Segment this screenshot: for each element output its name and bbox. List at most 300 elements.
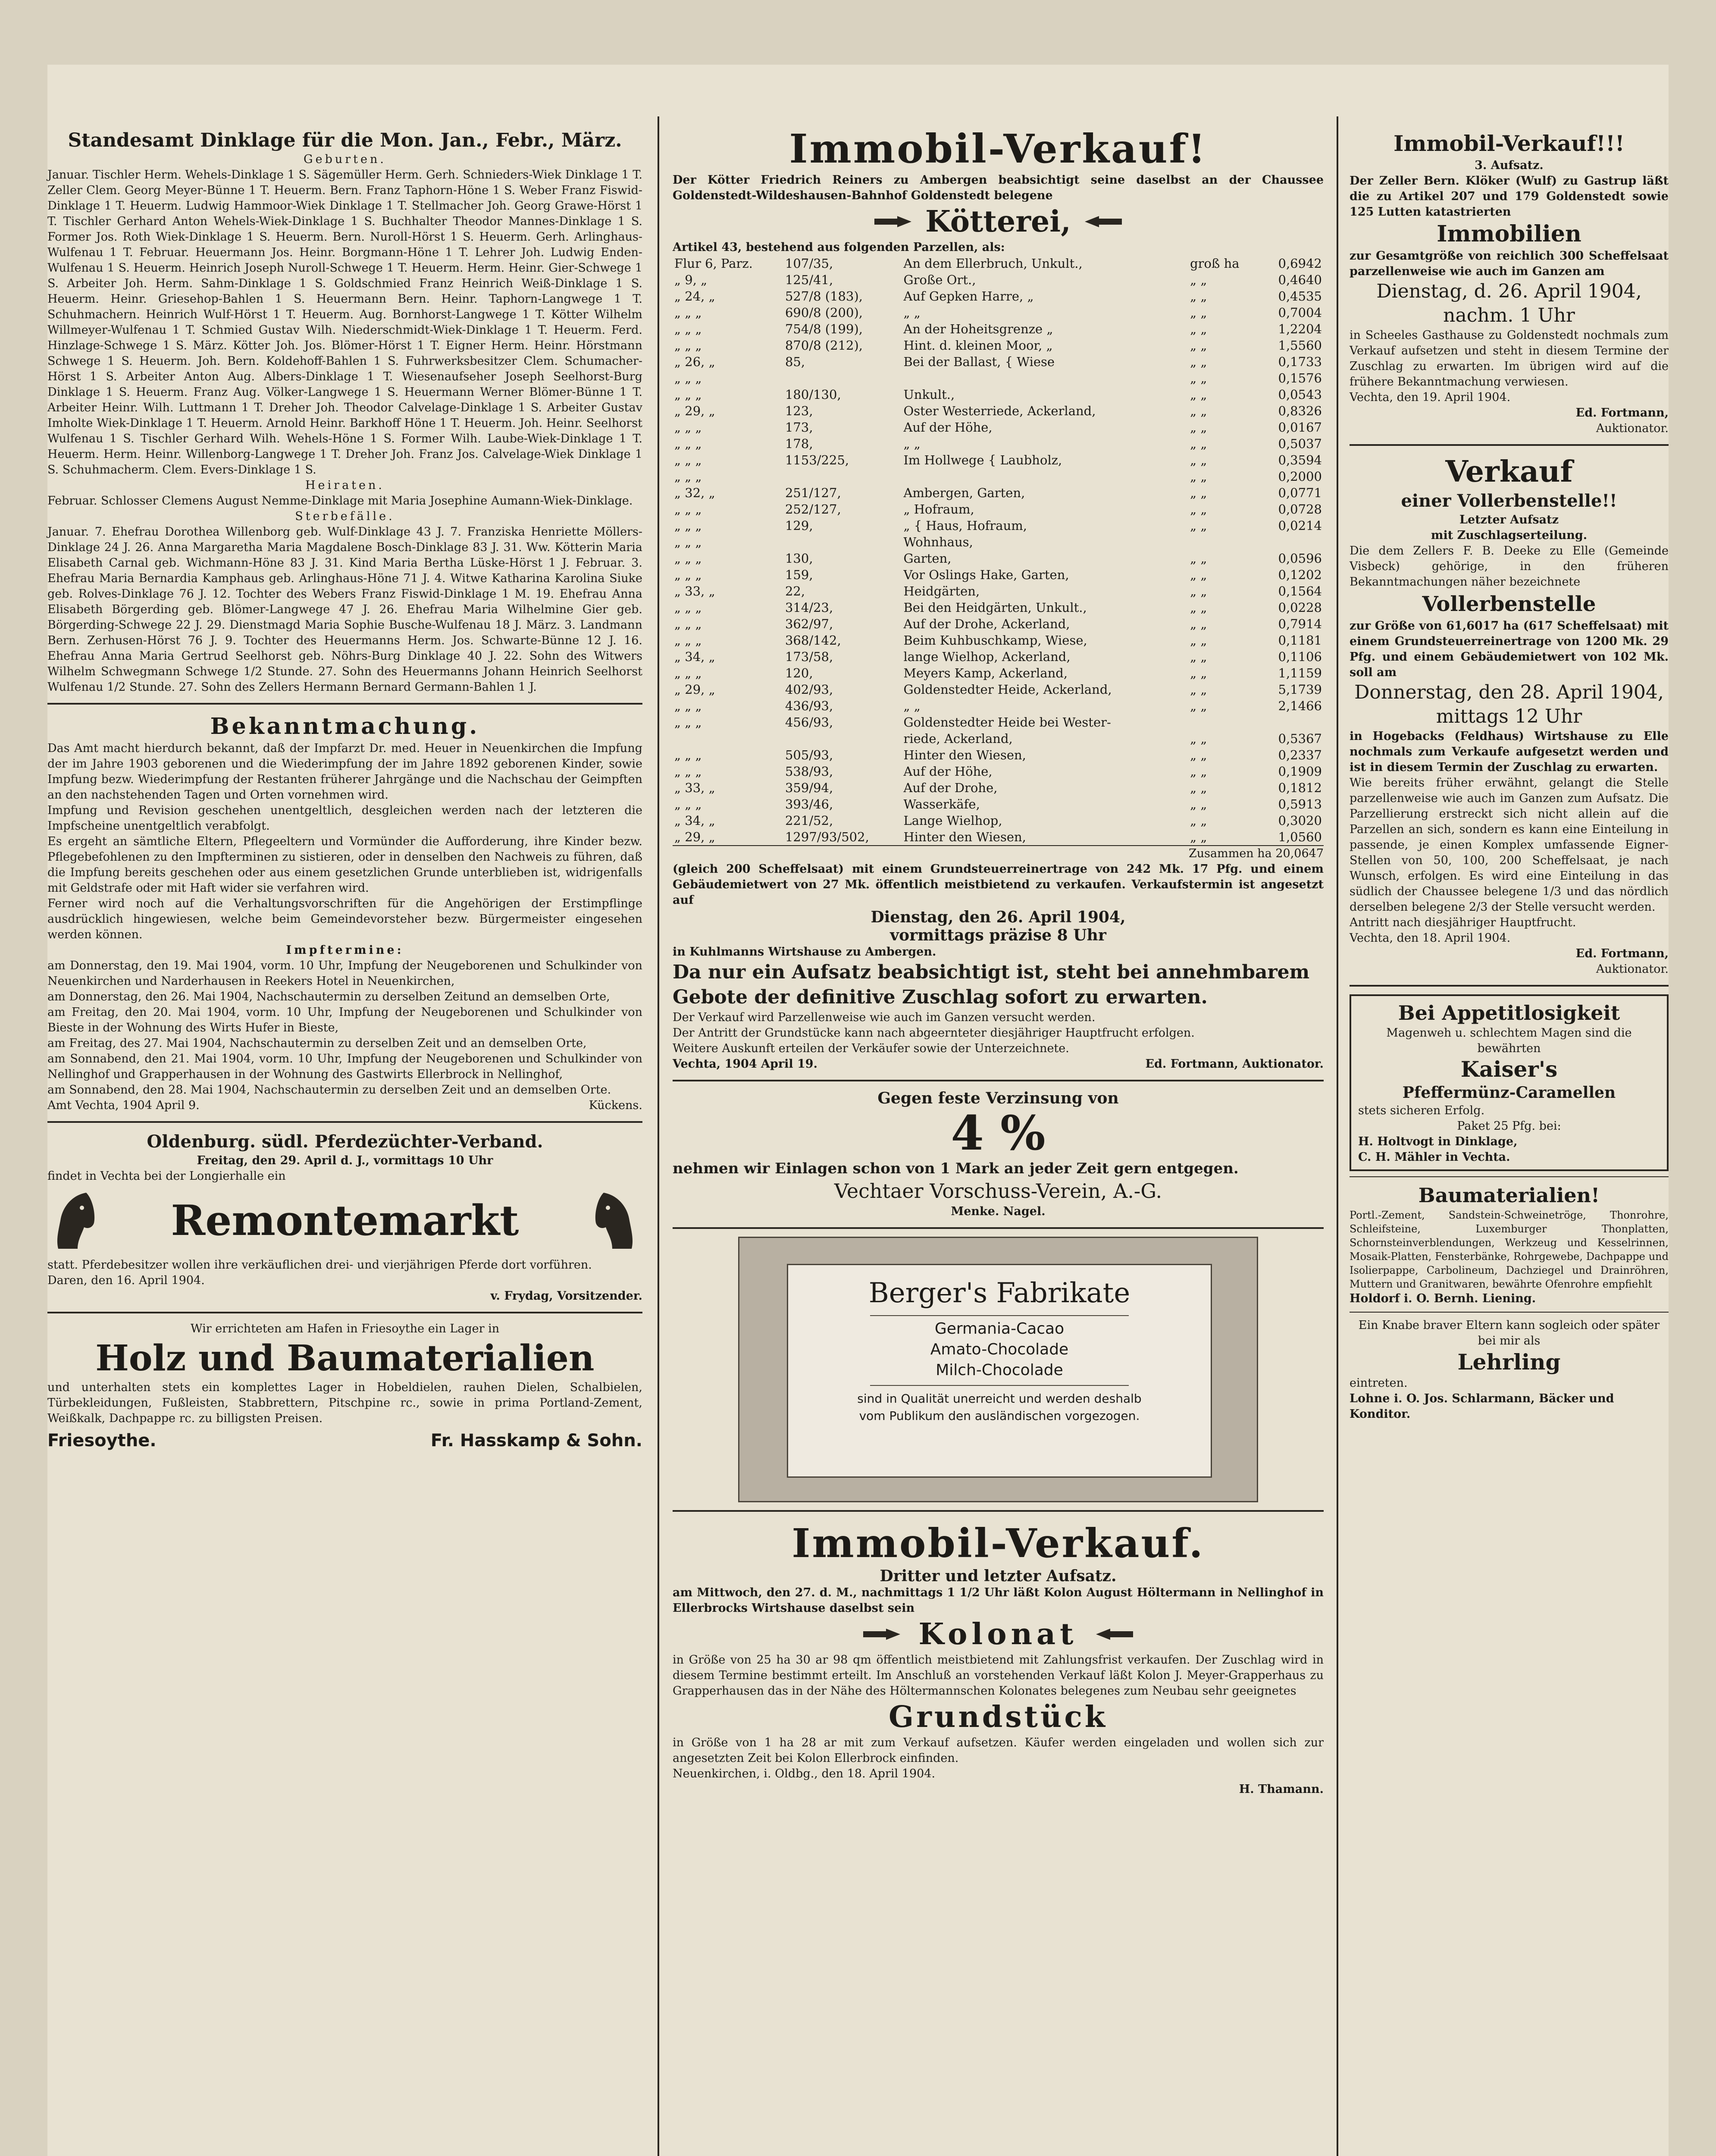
parcel-flur: „ „ „ [674,453,702,467]
parcel-description: Meyers Kamp, Ackerland, [903,666,1068,680]
parcel-unit: „ „ [1190,813,1207,828]
immobil-verkauf-2-para-2: in Größe von 25 ha 30 ar 98 qm öffentlich meistbietend mit Zahlungsfrist verkaufen. Der Zuschlag wird in diesem Termine bestimmt erteilt. Im Anschluß an vorstehenden Verkauf läßt Kolon J. Meyer-Grapperhaus zu Grapperhausen das in der Nähe des Höltermannschen Kolonates belegenes zum Neubau sehr geeignetes [673,1653,1324,1698]
hasskamp-text: und unterhalten stets ein komplettes Lager in Hobeldielen, rauhen Dielen, Schalbielen, Türbekleidungen, Fußleisten, Stabbrettern, Pitschpine rc., sowie in prima Portland-Zement, Weißkalk, Dachpappe rc. zu billigsten Preisen. [47,1381,642,1425]
parcel-number: 393/46, [785,797,833,812]
parcel-row [673,796,1324,812]
parcel-row [673,534,1324,550]
parcel-flur: „ „ „ [674,420,702,435]
parcel-number: 870/8 (212), [785,338,863,353]
parcel-number [783,730,902,747]
parcel-description: Auf der Höhe, [903,764,993,779]
bekanntmachung-place-date: Amt Vechta, 1904 April 9. [47,1099,200,1112]
parcel-row [673,714,1324,730]
parcel-number: 1297/93/502, [785,830,869,844]
parcel-description: Beim Kuhbuschkamp, Wiese, [903,633,1087,648]
parcel-flur: „ „ „ [674,469,702,484]
sterbefaelle-text: Januar. 7. Ehefrau Dorothea Willenborg geb. Wulf-Dinklage 43 J. 7. Franziska Henriette Möllers-Dinklage 24 J. 26. Anna Margaretha Maria Magdalene Bosch-Dinklage 83 J. 31. Ww. Kötterin Maria Elisabeth Carnal geb. Wichmann-Höne 83 J. 31. Kind Maria Bertha Lüske-Hörst 1 J. Februar. 3. Ehefrau Maria Bernardia Kamphaus geb. Arlinghaus-Höne 71 J. 4. Witwe Katharina Karolina Siuke geb. Rolves-Dinklage 76 J. 12. Tochter des Webers Franz Fiswid-Dinklage 1 M. 19. Ehefrau Anna Elisabeth Börgerding geb. Blömer-Langwege 47 J. 26. Ehefrau Maria Wilhelmine Gier geb. Börgerding-Schwege 22 J. 29. Dienstmagd Maria Sophie Busche-Wulfenau 18 J. März. 3. Landmann Bern. Zerhusen-Hörst 76 J. 9. Tochter des Heuermanns Herm. Jos. Schwarte-Bünne 12 J. 16. Ehefrau Anna Maria Gertrud Seelhorst geb. Nöhrs-Burg Dinklage 40 J. 22. Sohn des Witwers Wilhelm Schwegmann Schwege 1/2 Stunde. 27. Sohn des Heuermanns Johann Heinrich Seelhorst Wulfenau 1/2 Stunde. 27. Sohn des Zellers Hermann Bernard Germann-Bahlen 1 J. [47,525,642,694]
parcel-row [673,583,1324,599]
parcel-number: 120, [785,666,813,680]
parcel-row [673,272,1324,288]
immobil-verkauf-location: in Kuhlmanns Wirtshause zu Ambergen. [673,945,936,959]
parcel-description: Wohnhaus, [903,535,973,549]
bekanntmachung-title: Bekanntmachung. [210,713,480,740]
parcel-area: 0,1106 [1278,649,1322,664]
kaiser-brand: Kaiser's [1460,1056,1558,1082]
immobilien-title: Immobilien [1437,221,1581,247]
bekanntmachung-para-3: Es ergeht an sämtliche Eltern, Pflegeeltern und Vormünder die Aufforderung, ihre Kinder bezw. Pflegebefohlenen zu den Impfterminen zu sistieren, oder in denselben den Nachweis zu führen, daß die Impfung bereits geschehen oder aus einem gesetzlichen Grunde unterblieben ist, widrigenfalls mit Geldstrafe oder mit Haft wider sie verfahren wird. [47,835,642,895]
parcel-description: Ambergen, Garten, [903,486,1025,500]
berger-advertisement [738,1237,1258,1502]
divider [673,1227,1324,1229]
parcel-area: 2,1466 [1278,699,1322,713]
parcel-description: Lange Wielhop, [903,813,1002,828]
parcel-description: Bei der Ballast, { Wiese [903,354,1055,369]
parcel-row [673,698,1324,714]
parcel-unit: „ „ [1190,567,1207,582]
verkauf-subtitle-2: Letzter Aufsatz [1459,513,1559,526]
parcel-flur: „ „ „ [674,387,702,402]
pferdezuechter-date: Freitag, den 29. April d. J., vormittags 10 Uhr [197,1154,493,1167]
parcel-row [673,829,1324,845]
parcel-area: 0,1202 [1278,567,1322,582]
immobil-verkauf-2-para-3: in Größe von 1 ha 28 ar mit zum Verkauf aufsetzen. Käufer werden eingeladen und wollen sich zur angesetzten Zeit bei Kolon Ellerbrock einfinden. [673,1736,1324,1765]
verkauf-date: Donnerstag, den 28. April 1904, mittags 12 Uhr [1354,681,1664,727]
immobil-verkauf-notice: Da nur ein Aufsatz beabsichtigt ist, steht bei annehmbarem Gebote der definitive Zuschlag sofort zu erwarten. [673,961,1310,1008]
parcel-unit: „ „ [1190,371,1207,385]
parcel-row [673,255,1324,272]
parcel-number: 129, [785,518,813,533]
parcel-description: Hinter den Wiesen, [903,830,1026,844]
parcel-number: 252/127, [785,502,841,517]
parcel-description: Auf Gepken Harre, „ [903,289,1034,304]
parcel-area: 0,6942 [1278,256,1322,271]
pferdezuechter-location: findet in Vechta bei der Longierhalle ein [47,1169,286,1183]
parcel-unit: „ „ [1190,289,1207,304]
parcel-number [783,468,902,485]
immobil-verkauf-3-subtitle: 3. Aufsatz. [1475,159,1544,172]
parcel-row [673,386,1324,403]
parcel-description: Wasserkäfe, [903,797,980,812]
parcel-area: 0,3594 [1278,453,1322,467]
parcel-unit: „ „ [1190,830,1207,844]
parcel-description: Im Hollwege { Laubholz, [903,453,1062,467]
parcel-unit: „ „ [1190,486,1207,500]
parcel-description: Auf der Drohe, Ackerland, [903,617,1070,631]
parcel-flur: „ 34, „ [674,813,715,828]
parcel-row [673,616,1324,632]
parcel-flur: „ 9, „ [674,273,708,287]
newspaper-page [47,65,1669,2156]
parcel-flur: „ „ „ [674,371,702,385]
pointing-hand-icon [862,1627,901,1642]
parcel-row [673,354,1324,370]
parcel-row [673,665,1324,681]
parcel-total: Zusammen ha 20,0647 [673,845,1324,862]
parcel-area: 0,7914 [1278,617,1322,631]
parcel-area: 0,1564 [1278,584,1322,599]
parcel-description: „ „ [903,305,921,320]
parcel-description: Vor Oslings Hake, Garten, [903,567,1069,582]
parcel-area: 1,1159 [1278,666,1322,680]
parcel-number: 359/94, [785,780,833,795]
immobil-verkauf-date: Dienstag, den 26. April 1904, [871,908,1126,926]
berger-title: Berger's Fabrikate [868,1277,1130,1309]
parcel-unit: groß ha [1190,256,1240,271]
parcel-flur: „ „ „ [674,600,702,615]
parcel-number: 159, [785,567,813,582]
parcel-area: 0,7004 [1278,305,1322,320]
immobil-verkauf-2-place-date: Neuenkirchen, i. Oldbg., den 18. April 1904. [673,1767,936,1780]
parcel-number: 85, [785,354,805,369]
parcel-unit: „ „ [1190,699,1207,713]
impftermin-item: am Donnerstag, den 19. Mai 1904, vorm. 10 Uhr, Impfung der Neugeborenen und Schulkinder von Neuenkirchen und Narderhausen in Reekers Hotel in Neuenkirchen, [47,959,642,988]
parcel-row [673,304,1324,321]
parcel-description: „ Hofraum, [903,502,974,517]
divider [47,703,642,705]
parcel-flur: „ „ „ [674,715,702,730]
remontemarkt-banner [47,1188,642,1253]
pointing-hand-icon [1084,214,1123,229]
immobil-verkauf-2-signature: H. Thamann. [1239,1783,1324,1796]
divider [673,1080,1324,1081]
parcel-number: 402/93, [785,682,833,697]
parcel-unit: „ „ [1190,338,1207,353]
parcel-unit: „ „ [1190,354,1207,369]
parcel-flur: „ „ „ [674,535,702,549]
parcel-unit: „ „ [1190,633,1207,648]
parcel-flur: „ „ „ [674,305,702,320]
parcel-unit: „ „ [1190,748,1207,762]
parcel-unit: „ „ [1190,780,1207,795]
parcel-row [673,632,1324,649]
parcel-row [673,599,1324,616]
column-middle [673,65,1324,1797]
parcel-row [673,452,1324,468]
baumaterialien-title: Baumaterialien! [1418,1184,1600,1207]
parcel-flur: „ 24, „ [674,289,715,304]
baumaterialien-signature: Holdorf i. O. Bernh. Liening. [1350,1292,1536,1305]
parcel-flur: „ „ „ [674,322,702,336]
parcel-row [673,403,1324,419]
parcel-unit: „ „ [1190,420,1207,435]
parcel-unit [1188,714,1260,730]
parcel-area: 0,4640 [1278,273,1322,287]
parcel-area: 0,1812 [1278,780,1322,795]
immobil-verkauf-2-title: Immobil-Verkauf. [792,1520,1205,1567]
parcel-description: lange Wielhop, Ackerland, [903,649,1071,664]
parcel-area: 0,2000 [1278,469,1322,484]
parcel-flur: „ 33, „ [674,780,715,795]
verkauf-para-5: Antritt nach diesjähriger Hauptfrucht. [1350,916,1576,929]
parcel-description: Heidgärten, [903,584,980,599]
lehrling-para-2: eintreten. [1350,1376,1408,1390]
parcel-area: 0,1909 [1278,764,1322,779]
parcel-unit: „ „ [1190,584,1207,599]
bekanntmachung-para-4: Ferner wird noch auf die Verhaltungsvorschriften für die Angehörigen der Erstimpflinge ausdrücklich hingewiesen, welche beim Gemeindevorsteher bezw. Bürgermeister eingesehen werden können. [47,897,642,941]
column-rule-1 [658,116,659,2156]
vorschuss-line-1: Gegen feste Verzinsung von [877,1089,1119,1107]
heiraten-text: Februar. Schlosser Clemens August Nemme-Dinklage mit Maria Josephine Aumann-Wiek-Dinklage. [47,494,633,508]
immobil-verkauf-2-para-1: am Mittwoch, den 27. d. M., nachmittags 1 1/2 Uhr läßt Kolon August Höltermann in Nellinghof in Ellerbrocks Wirtshause daselbst sein [673,1586,1324,1615]
parcel-area: 0,0596 [1278,551,1322,566]
parcel-row [673,436,1324,452]
parcel-area [1260,534,1324,550]
parcel-row [673,321,1324,337]
parcel-number: 505/93, [785,748,833,762]
bekanntmachung-signature: Kückens. [589,1099,642,1112]
kaiser-headline: Bei Appetitlosigkeit [1398,1001,1620,1025]
parcel-flur: „ „ „ [674,502,702,517]
sterbefaelle-heading: Sterbefälle. [295,510,395,523]
parcel-unit: „ „ [1190,436,1207,451]
remontemarkt-title: Remontemarkt [171,1196,519,1245]
immobil-verkauf-para-2: Der Verkauf wird Parzellenweise wie auch im Ganzen versucht werden. [673,1011,1096,1024]
vollerbenstelle-title: Vollerbenstelle [1422,592,1596,616]
pointing-hand-icon [1095,1627,1134,1642]
parcel-area [1260,714,1324,730]
immobil-verkauf-3-place-date: Vechta, den 19. April 1904. [1350,391,1511,404]
parcel-number: 527/8 (183), [785,289,863,304]
vorschuss-name: Vechtaer Vorschuss-Verein, A.-G. [834,1179,1162,1203]
parcel-area: 0,1576 [1278,371,1322,385]
geburten-heading: Geburten. [304,153,386,166]
parcel-unit: „ „ [1190,387,1207,402]
impftermin-item: am Freitag, den 20. Mai 1904, vorm. 10 Uhr, Impfung der Neugeborenen und Schulkinder von Bieste in der Wohnung des Wirts Hufer in Bieste, [47,1006,642,1034]
artikel-line: Artikel 43, bestehend aus folgenden Parzellen, als: [673,241,1005,254]
parcel-number: 538/93, [785,764,833,779]
parcel-description: Große Ort., [903,273,976,287]
parcel-flur: „ „ „ [674,666,702,680]
kaiser-seller: H. Holtvogt in Dinklage, [1358,1135,1518,1148]
parcel-flur: „ 29, „ [674,682,715,697]
parcel-area: 0,3020 [1278,813,1322,828]
parcel-row [673,763,1324,780]
divider [1350,1312,1669,1313]
lehrling-title: Lehrling [1457,1349,1561,1375]
parcel-number: 1153/225, [785,453,849,467]
lehrling-signature: Lohne i. O. Jos. Schlarmann, Bäcker und Konditor. [1350,1392,1614,1421]
parcel-unit: „ „ [1190,551,1207,566]
divider [47,1312,642,1313]
pferdezuechter-place-date: Daren, den 16. April 1904. [47,1274,205,1287]
parcel-area: 5,1739 [1278,682,1322,697]
vorschuss-signature: Menke. Nagel. [951,1205,1046,1218]
heiraten-heading: Heiraten. [305,479,385,492]
parcel-flur: „ 29, „ [674,830,715,844]
parcel-flur: „ „ „ [674,797,702,812]
parcel-row [673,812,1324,829]
kaiser-advertisement [1350,994,1669,1171]
parcel-unit: „ „ [1190,305,1207,320]
immobil-verkauf-para-3: Der Antritt der Grundstücke kann nach abgeernteter diesjähriger Hauptfrucht erfolgen. [673,1026,1195,1040]
column-right [1350,65,1669,1422]
parcel-description: „ „ [903,699,921,713]
kaiser-line: Magenweh u. schlechtem Magen sind die bewährten [1386,1026,1632,1055]
divider [1350,444,1669,446]
parcel-unit: „ „ [1190,322,1207,336]
parcel-unit: „ „ [1190,273,1207,287]
parcel-unit [1188,534,1260,550]
grundstueck-title: Grundstück [889,1700,1108,1734]
parcel-row [673,468,1324,485]
parcel-description: Goldenstedter Heide, Ackerland, [903,682,1112,697]
parcel-area: 0,1181 [1278,633,1322,648]
parcel-flur: „ 26, „ [674,354,715,369]
parcel-flur: „ „ „ [674,567,702,582]
parcel-unit: „ „ [1190,617,1207,631]
parcel-area: 0,8326 [1278,404,1322,418]
baumaterialien-text: Portl.-Zement, Sandstein-Schweinetröge, Thonrohre, Schleifsteine, Luxemburger Thonplatten, Schornsteinverblendungen, Werkzeug und Kesselrinnen, Mosaik-Platten, Fensterbänke, Rohrgewebe, Dachpappe und Isolierpappe, Carbolineum, Dachziegel und Drainröhren, Muttern und Granitwaren, bewährte Ofenrohre empfiehlt [1350,1209,1669,1290]
parcel-description: Auf der Drohe, [903,780,998,795]
verkauf-subtitle-3: mit Zuschlagserteilung. [1431,529,1588,542]
parcel-number: 173, [785,420,813,435]
parcel-area: 0,0728 [1278,502,1322,517]
impftermin-item: am Donnerstag, den 26. Mai 1904, Nachschautermin zu derselben Zeitund an demselben Orte, [47,990,610,1003]
berger-text: sind in Qualität unerreicht und werden deshalb vom Publikum den ausländischen vorgezogen. [857,1391,1142,1423]
parcel-number: 178, [785,436,813,451]
pferdezuechter-title: Oldenburg. südl. Pferdezüchter-Verband. [147,1131,543,1152]
parcel-unit: „ „ [1190,682,1207,697]
pferdezuechter-text: statt. Pferdebesitzer wollen ihre verkäuflichen drei- und vierjährigen Pferde dort vorführen. [47,1258,592,1272]
pointing-hand-icon [874,214,912,229]
impftermine-list [47,958,642,1098]
parcel-unit: „ „ [1190,518,1207,533]
divider [673,1510,1324,1512]
parcel-flur: „ „ „ [674,633,702,648]
parcel-number: 362/97, [785,617,833,631]
parcel-number [783,534,902,550]
parcel-description [902,370,1188,386]
parcel-flur: Flur 6, Parz. [674,256,753,271]
immobil-verkauf-para-1: (gleich 200 Scheffelsaat) mit einem Grundsteuerreinertrage von 242 Mk. 17 Pfg. und einem Gebäudemietwert von 27 Mk. öffentlich meistbietend zu verkaufen. Verkaufstermin ist angesetzt auf [673,862,1324,907]
vorschuss-line-2: nehmen wir Einlagen schon von 1 Mark an jeder Zeit gern entgegen. [673,1160,1239,1177]
parcel-row [673,370,1324,386]
impftermin-item: am Sonnabend, den 28. Mai 1904, Nachschautermin zu derselben Zeit und an demselben Orte. [47,1083,611,1097]
parcel-flur: „ „ „ [674,338,702,353]
parcel-unit: „ „ [1190,666,1207,680]
parcel-description: Oster Westerriede, Ackerland, [903,404,1096,418]
parcel-area: 0,2337 [1278,748,1322,762]
parcel-flur: „ „ „ [674,551,702,566]
parcel-number: 368/142, [785,633,841,648]
parcel-unit: „ „ [1190,649,1207,664]
parcel-area: 1,2204 [1278,322,1322,336]
parcel-number: 123, [785,404,813,418]
parcel-row [673,485,1324,501]
impftermine-heading: Impftermine: [286,943,404,957]
parcel-row [673,501,1324,517]
verkauf-para-2: zur Größe von 61,6017 ha (617 Scheffelsaat) mit einem Grundsteuerreinertrage von 1200 Mk. 29 Pfg. und einem Gebäudemietwert von 102 Mk. soll am [1350,619,1669,679]
parcel-flur: „ 29, „ [674,404,715,418]
parcel-area: 0,0214 [1278,518,1322,533]
kaiser-product: Pfeffermünz-Caramellen [1402,1084,1616,1102]
parcel-area: 1,0560 [1278,830,1322,844]
immobil-verkauf-time: vormittags präzise 8 Uhr [890,926,1106,944]
parcel-unit: „ „ [1190,469,1207,484]
verkauf-signature: Ed. Fortmann, [1575,947,1669,960]
immobil-verkauf-3-para-2: zur Gesamtgröße von reichlich 300 Scheffelsaat parzellenweise wie auch im Ganzen am [1350,249,1669,278]
parcel-unit: „ „ [1190,731,1207,746]
parcel-unit: „ „ [1190,797,1207,812]
immobil-verkauf-title: Immobil-Verkauf! [789,125,1207,172]
parcel-flur: „ „ „ [674,699,702,713]
verkauf-para-3: in Hogebacks (Feldhaus) Wirtshause zu Elle nochmals zum Verkaufe aufgesetzt werden und ist in diesem Termin der Zuschlag zu erwarten. [1350,730,1669,774]
parcel-area: 0,0771 [1278,486,1322,500]
divider [1350,985,1669,987]
verkauf-role: Auktionator. [1596,962,1669,976]
parcel-unit: „ „ [1190,453,1207,467]
parcel-number: 314/23, [785,600,833,615]
immobil-verkauf-3-para-3: in Scheeles Gasthause zu Goldenstedt nochmals zum Verkauf aufsetzen und steht in diesem Termine der Zuschlag zu erwarten. Im übrigen wird auf die frühere Bekanntmachung verwiesen. [1350,329,1669,389]
parcel-row [673,681,1324,698]
parcel-number: 251/127, [785,486,841,500]
parcel-description: riede, Ackerland, [903,731,1013,746]
parcel-number: 754/8 (199), [785,322,863,336]
parcel-flur: „ „ „ [674,617,702,631]
parcel-area: 0,0543 [1278,387,1322,402]
parcel-unit: „ „ [1190,404,1207,418]
parcel-description: Goldenstedter Heide bei Wester- [903,715,1111,730]
immobil-verkauf-3-signature: Ed. Fortmann, [1575,406,1669,420]
parcel-number: 690/8 (200), [785,305,863,320]
parcel-description: An dem Ellerbruch, Unkult., [903,256,1083,271]
parcel-row [673,517,1324,534]
parcel-area: 0,1733 [1278,354,1322,369]
parcel-description: Hint. d. kleinen Moor, „ [903,338,1053,353]
parcel-area: 0,5037 [1278,436,1322,451]
parcel-description [902,468,1188,485]
kaiser-line: Paket 25 Pfg. bei: [1457,1119,1561,1133]
parcel-number: 180/130, [785,387,841,402]
parcel-area: 0,5913 [1278,797,1322,812]
koetterei-title: Kötterei, [925,204,1071,239]
parcel-flur: „ 34, „ [674,649,715,664]
immobil-verkauf-intro: Der Kötter Friedrich Reiners zu Ambergen beabsichtigt seine daselbst an der Chaussee Goldenstedt-Wildeshausen-Bahnhof Goldenstedt belegene [673,173,1324,202]
parcel-row [673,550,1324,567]
parcel-description: Hinter den Wiesen, [903,748,1026,762]
hasskamp-place: Friesoythe. [47,1431,157,1451]
parcel-unit: „ „ [1190,502,1207,517]
verkauf-para-1: Die dem Zellers F. B. Deeke zu Elle (Gemeinde Visbeck) gehörige, in den früheren Bekanntmachungen näher bezeichnete [1350,544,1669,589]
impftermin-item: am Sonnabend, den 21. Mai 1904, vorm. 10 Uhr, Impfung der Neugeborenen und Schulkinder von Nellinghof und Grapperhausen in der Wohnung des Gastwirts Ellerbrock in Nellinghof, [47,1052,642,1081]
parcel-area: 1,5560 [1278,338,1322,353]
berger-item: Amato-Chocolade [930,1341,1069,1358]
bekanntmachung-para-1: Das Amt macht hierdurch bekannt, daß der Impfarzt Dr. med. Heuer in Neuenkirchen die Impfung der im Jahre 1903 geborenen und die Wiederimpfung der im Jahre 1892 geborenen Kinder, sowie Impfung bezw. Wiederimpfung der Restanten früherer Jahrgänge und die Nachschau der Geimpften an den nachstehenden Tagen und Orten vornehmen wird. [47,742,642,802]
parcel-row [673,730,1324,747]
parcel-number: 173/58, [785,649,833,664]
parcel-description: Garten, [903,551,952,566]
parcel-description: Auf der Höhe, [903,420,993,435]
immobil-verkauf-3-role: Auktionator. [1596,422,1669,435]
parcel-flur: „ 32, „ [674,486,715,500]
vorschuss-percent: 4 % [951,1105,1046,1161]
parcel-row [673,780,1324,796]
parcel-table [673,255,1324,845]
parcel-area: 0,0167 [1278,420,1322,435]
column-left [47,65,642,1451]
parcel-description: An der Hoheitsgrenze „ [903,322,1053,336]
parcel-description: Bei den Heidgärten, Unkult., [903,600,1087,615]
parcel-description: „ „ [903,436,921,451]
berger-item: Milch-Chocolade [936,1361,1063,1379]
parcel-row [673,337,1324,354]
divider [1350,1176,1669,1177]
holz-title: Holz und Baumaterialien [95,1338,595,1379]
parcel-number: 221/52, [785,813,833,828]
immobil-verkauf-3-title: Immobil-Verkauf!!! [1393,131,1625,156]
verkauf-para-4: Wie bereits früher erwähnt, gelangt die Stelle parzellenweise wie auch im Ganzen zum Aufsatz. Die Parzellierung erstreckt sich nicht allein auf die Parzellen an sich, sondern es kann eine Einteilung in passende, je einen Komplex umfassende Eigner-Stellen von 50, 100, 200 Scheffelsaat, je nach Wunsch, erfolgen. Es wird eine Einteilung in das südlich der Chaussee belegene 1/3 und das nördlich derselben belegene 2/3 der Stelle versucht werden. [1350,776,1669,914]
parcel-number: 130, [785,551,813,566]
